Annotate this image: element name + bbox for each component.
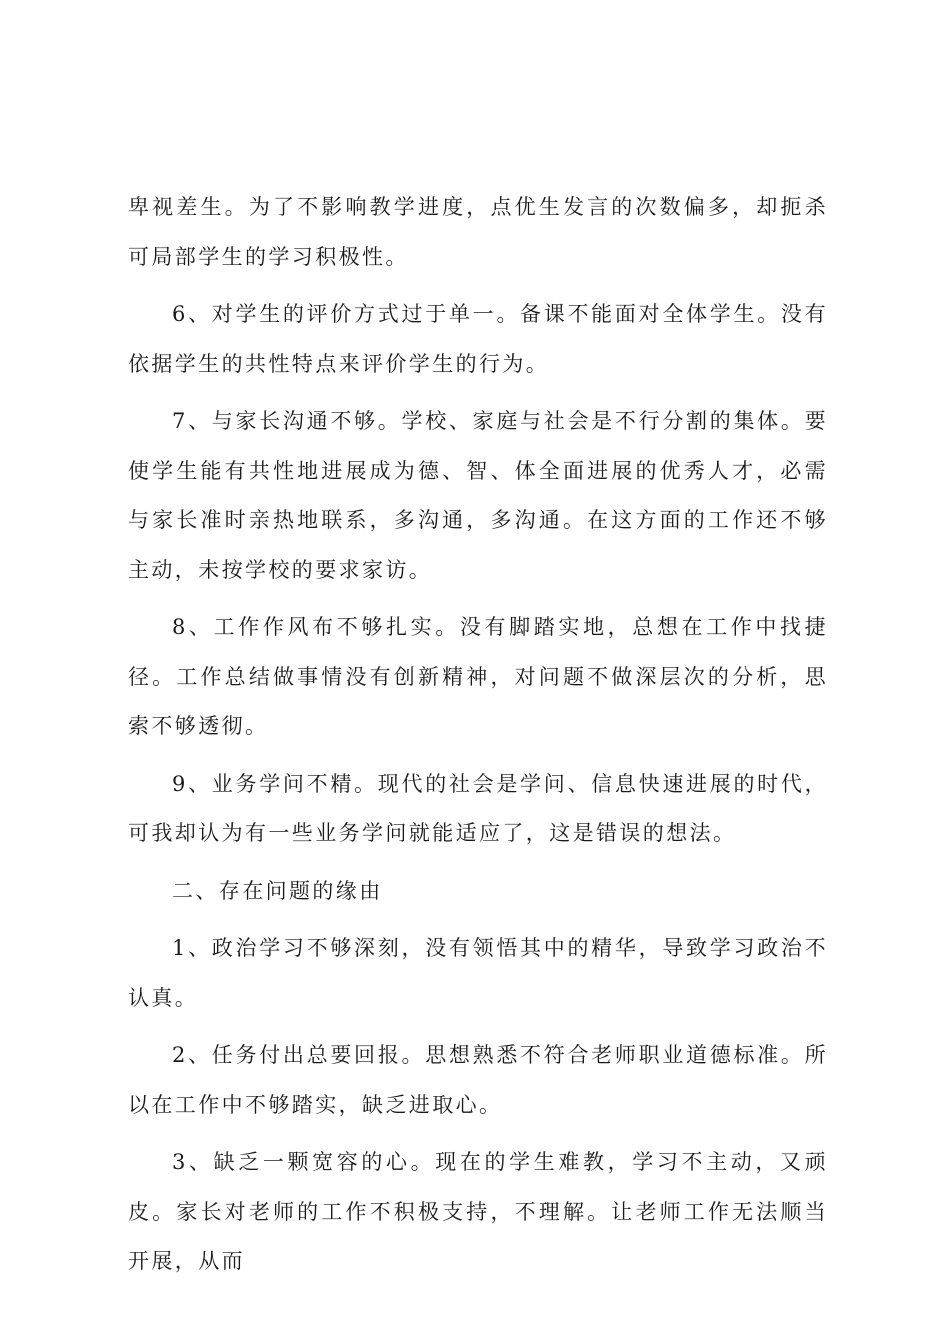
paragraph-reason-3: 3、缺乏一颗宽容的心。现在的学生难教，学习不主动，又顽皮。家长对老师的工作不积极支持，不理解。让老师工作无法顺当开展，从而 <box>128 1150 828 1273</box>
paragraph-continuation: 卑视差生。为了不影响教学进度，点优生发言的次数偏多，却扼杀可局部学生的学习积极性。 <box>128 195 828 269</box>
paragraph-item-9: 9、业务学问不精。现代的社会是学问、信息快速进展的时代，可我却认为有一些业务学问就能适应了，这是错误的想法。 <box>128 771 828 845</box>
paragraph-reason-2: 2、任务付出总要回报。思想熟悉不符合老师职业道德标准。所以在工作中不够踏实，缺乏进取心。 <box>128 1043 828 1117</box>
paragraph-item-8: 8、工作作风布不够扎实。没有脚踏实地，总想在工作中找捷径。工作总结做事情没有创新精神，对问题不做深层次的分析，思索不够透彻。 <box>128 615 828 738</box>
paragraph-item-6: 6、对学生的评价方式过于单一。备课不能面对全体学生。没有依据学生的共性特点来评价学生的行为。 <box>128 302 828 376</box>
paragraph-reason-1: 1、政治学习不够深刻，没有领悟其中的精华，导致学习政治不认真。 <box>128 936 828 1010</box>
paragraph-item-7: 7、与家长沟通不够。学校、家庭与社会是不行分割的集体。要使学生能有共性地进展成为德、智、体全面进展的优秀人才，必需与家长准时亲热地联系，多沟通，多沟通。在这方面的工作还不够主动，未按学校的要求家访。 <box>128 409 828 582</box>
section-heading: 二、存在问题的缘由 <box>172 878 383 903</box>
document-body <box>128 183 828 1295</box>
